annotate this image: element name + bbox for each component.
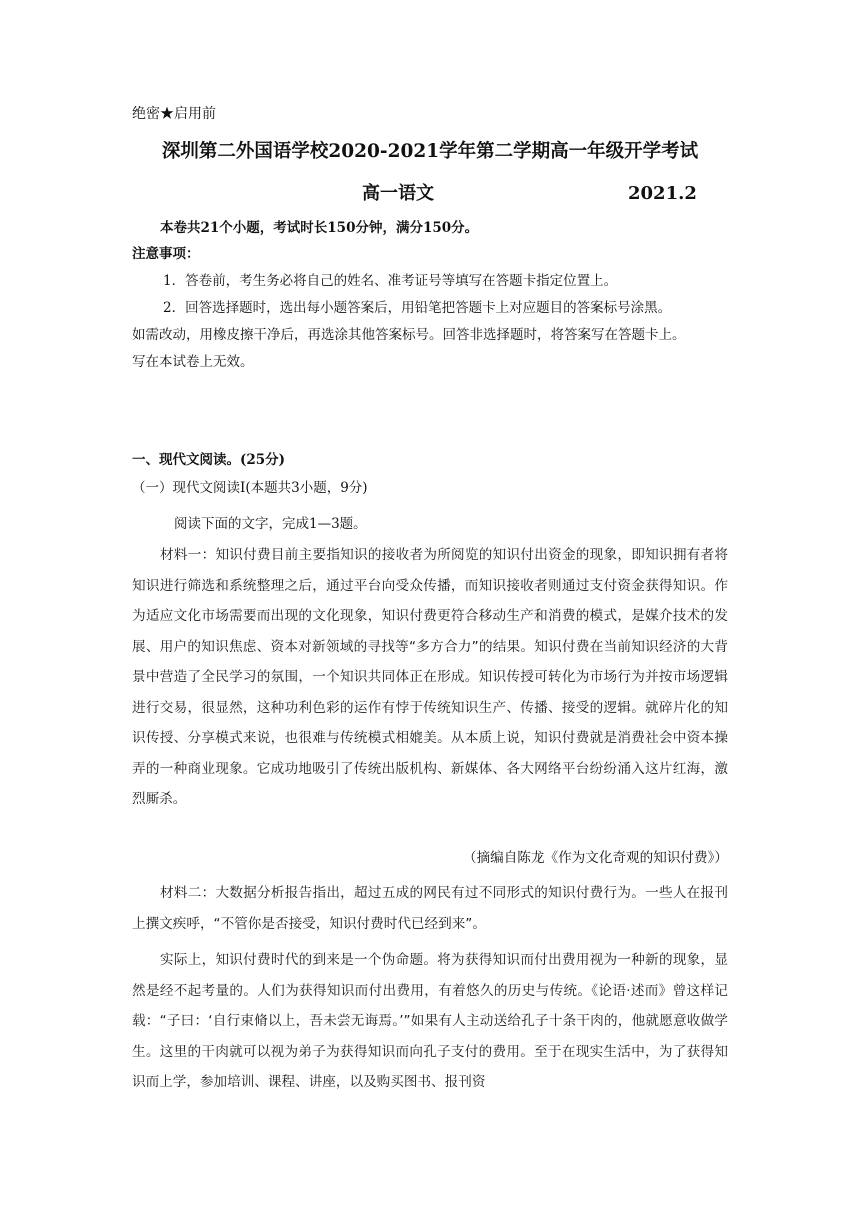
material-two-paragraph: 材料二：大数据分析报告指出，超过五成的网民有过不同形式的知识付费行为。一些人在报刊上撰文疾呼，“不管你是否接受，知识付费时代已经到来”。 — [132, 885, 728, 932]
section-subtitle: （一）现代文阅读Ⅰ(本题共3小题，9分) — [132, 480, 368, 496]
material-one-paragraph: 材料一：知识付费目前主要指知识的接收者为所阅览的知识付出资金的现象，即知识拥有者将知识进行筛选和系统整理之后，通过平台向受众传播，而知识接收者则通过支付资金获得知识。作为适应文化市场需要而出现的文化现象，知识付费更符合移动生产和消费的模式，是媒介技术的发展、用户的知识焦虑、资本对新领域的寻找等“多方合力”的结果。知识付费在当前知识经济的大背景中营造了全民学习的氛围，一个知识共同体正在形成。知识传授可转化为市场行为并按市场逻辑进行交易，很显然，这种功利色彩的运作有悖于传统知识生产、传播、接受的逻辑。就碎片化的知识传授、分享模式来说，也很难与传统模式相媲美。从本质上说，知识付费就是消费社会中资本操弄的一种商业现象。它成功地吸引了传统出版机构、新媒体、各大网络平台纷纷涌入这片红海，激烈厮杀。 — [132, 547, 728, 807]
notice-item-2: 2．回答选择题时，选出每小题答案后，用铅笔把答题卡上对应题目的答案标号涂黑。 — [163, 300, 672, 316]
notice-title: 注意事项： — [132, 246, 200, 262]
secret-label: 绝密★启用前 — [132, 106, 216, 122]
notice-item-2-end: 写在本试卷上无效。 — [132, 354, 254, 370]
exam-title: 深圳第二外国语学校2020-2021学年第二学期高一年级开学考试 — [161, 141, 699, 162]
notice-item-1: 1．答卷前，考生务必将自己的姓名、准考证号等填写在答题卡指定位置上。 — [163, 273, 618, 289]
exam-info: 本卷共21个小题，考试时长150分钟，满分150分。 — [160, 220, 479, 236]
exam-date: 2021.2 — [628, 183, 697, 204]
subject-label: 高一语文 — [362, 183, 434, 204]
material-two-paragraph-2: 实际上，知识付费时代的到来是一个伪命题。将为获得知识而付出费用视为一种新的现象，显然是经不起考量的。人们为获得知识而付出费用，有着悠久的历史与传统。《论语·述而》曾这样记载：“子曰：‘自行束脩以上，吾未尝无诲焉。’”如果有人主动送给孔子十条干肉的，他就愿意收做学生。这里的干肉就可以视为弟子为获得知识而向孔子支付的费用。至于在现实生活中，为了获得知识而上学，参加培训、课程、讲座，以及购买图书、报刊资 — [132, 952, 728, 1090]
notice-item-2-cont: 如需改动，用橡皮擦干净后，再选涂其他答案标号。回答非选择题时，将答案写在答题卡上。 — [132, 327, 686, 343]
section-title: 一、现代文阅读。(25分) — [132, 452, 286, 468]
section-instruction: 阅读下面的文字，完成1—3题。 — [174, 516, 367, 532]
material-one-source: （摘编自陈龙《作为文化奇观的知识付费》） — [462, 850, 728, 866]
